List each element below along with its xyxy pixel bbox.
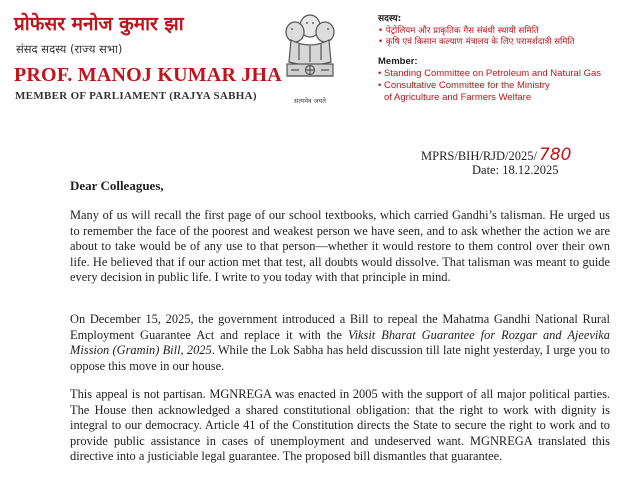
committee-hindi-item: • पेट्रोलियम और प्राकृतिक गैस संबंधी स्थायी समिति bbox=[378, 25, 539, 36]
name-hindi: प्रोफेसर मनोज कुमार झा bbox=[14, 13, 184, 35]
handwritten-reference-number: 780 bbox=[539, 145, 572, 165]
paragraph-2-text-a: On December 15, 2025, the government introduced a Bill to repeal the Mahatma Gandhi National Rural Employment Guarantee Act and replace it with the bbox=[70, 312, 610, 342]
title-english: MEMBER OF PARLIAMENT (RAJYA SABHA) bbox=[15, 90, 257, 102]
committee-memberships bbox=[378, 14, 628, 104]
name-english: PROF. MANOJ KUMAR JHA bbox=[14, 64, 282, 86]
reference-printed: MPRS/BIH/RJD/2025/ bbox=[421, 149, 538, 163]
committees-hindi-heading: सदस्य: bbox=[378, 14, 402, 24]
bill-name: Viksit Bharat Guarantee for Rozgar and Ajeevika Mission (Gramin) Bill, 2025 bbox=[70, 327, 610, 358]
paragraph-2-text-b: . While the Lok Sabha has held discussion till late night yesterday, I urge you to oppose this move in our house. bbox=[70, 343, 610, 373]
committee-english-item: • Consultative Committee for the Ministry bbox=[378, 79, 550, 91]
committee-english-item: • Standing Committee on Petroleum and Natural Gas bbox=[378, 67, 601, 79]
salutation: Dear Colleagues, bbox=[70, 178, 164, 193]
committee-hindi-item: • कृषि एवं किसान कल्याण मंत्रालय के लिए परामर्शदात्री समिति bbox=[378, 36, 575, 47]
emblem-motto: सत्यमेव जयते bbox=[294, 97, 326, 105]
title-hindi: संसद सदस्य (राज्य सभा) bbox=[16, 42, 123, 56]
paragraph-1: Many of us will recall the first page of our school textbooks, which carried Gandhi’s talisman. He urged us to remember the face of the poorest and weakest person we have seen, and to ask whether the action we are about to take would be of any use to that person—whether it would restore to them control over their own life. He believed that if our action met that test, all doubts would dissolve. That talisman was meant to guide every decision in public life. I write to you today with that principle in mind. bbox=[70, 208, 610, 285]
committees-english-heading: Member: bbox=[378, 55, 418, 67]
paragraph-2 bbox=[70, 312, 610, 374]
national-emblem-icon bbox=[277, 10, 343, 104]
committee-english-item-continued: of Agriculture and Farmers Welfare bbox=[384, 91, 532, 103]
reference-number bbox=[421, 145, 571, 165]
paragraph-3: This appeal is not partisan. MGNREGA was enacted in 2005 with the support of all major political parties. The House then acknowledged a shared constitutional obligation: that the right to work with dignity is integral to our democracy. Article 41 of the Constitution directs the State to secure the right to work and to provide public assistance in cases of unemployment and undeserved want. MGNREGA translated this directive into a justiciable legal guarantee. The proposed bill dismantles that guarantee. bbox=[70, 387, 610, 464]
letter-date: Date: 18.12.2025 bbox=[472, 163, 559, 177]
